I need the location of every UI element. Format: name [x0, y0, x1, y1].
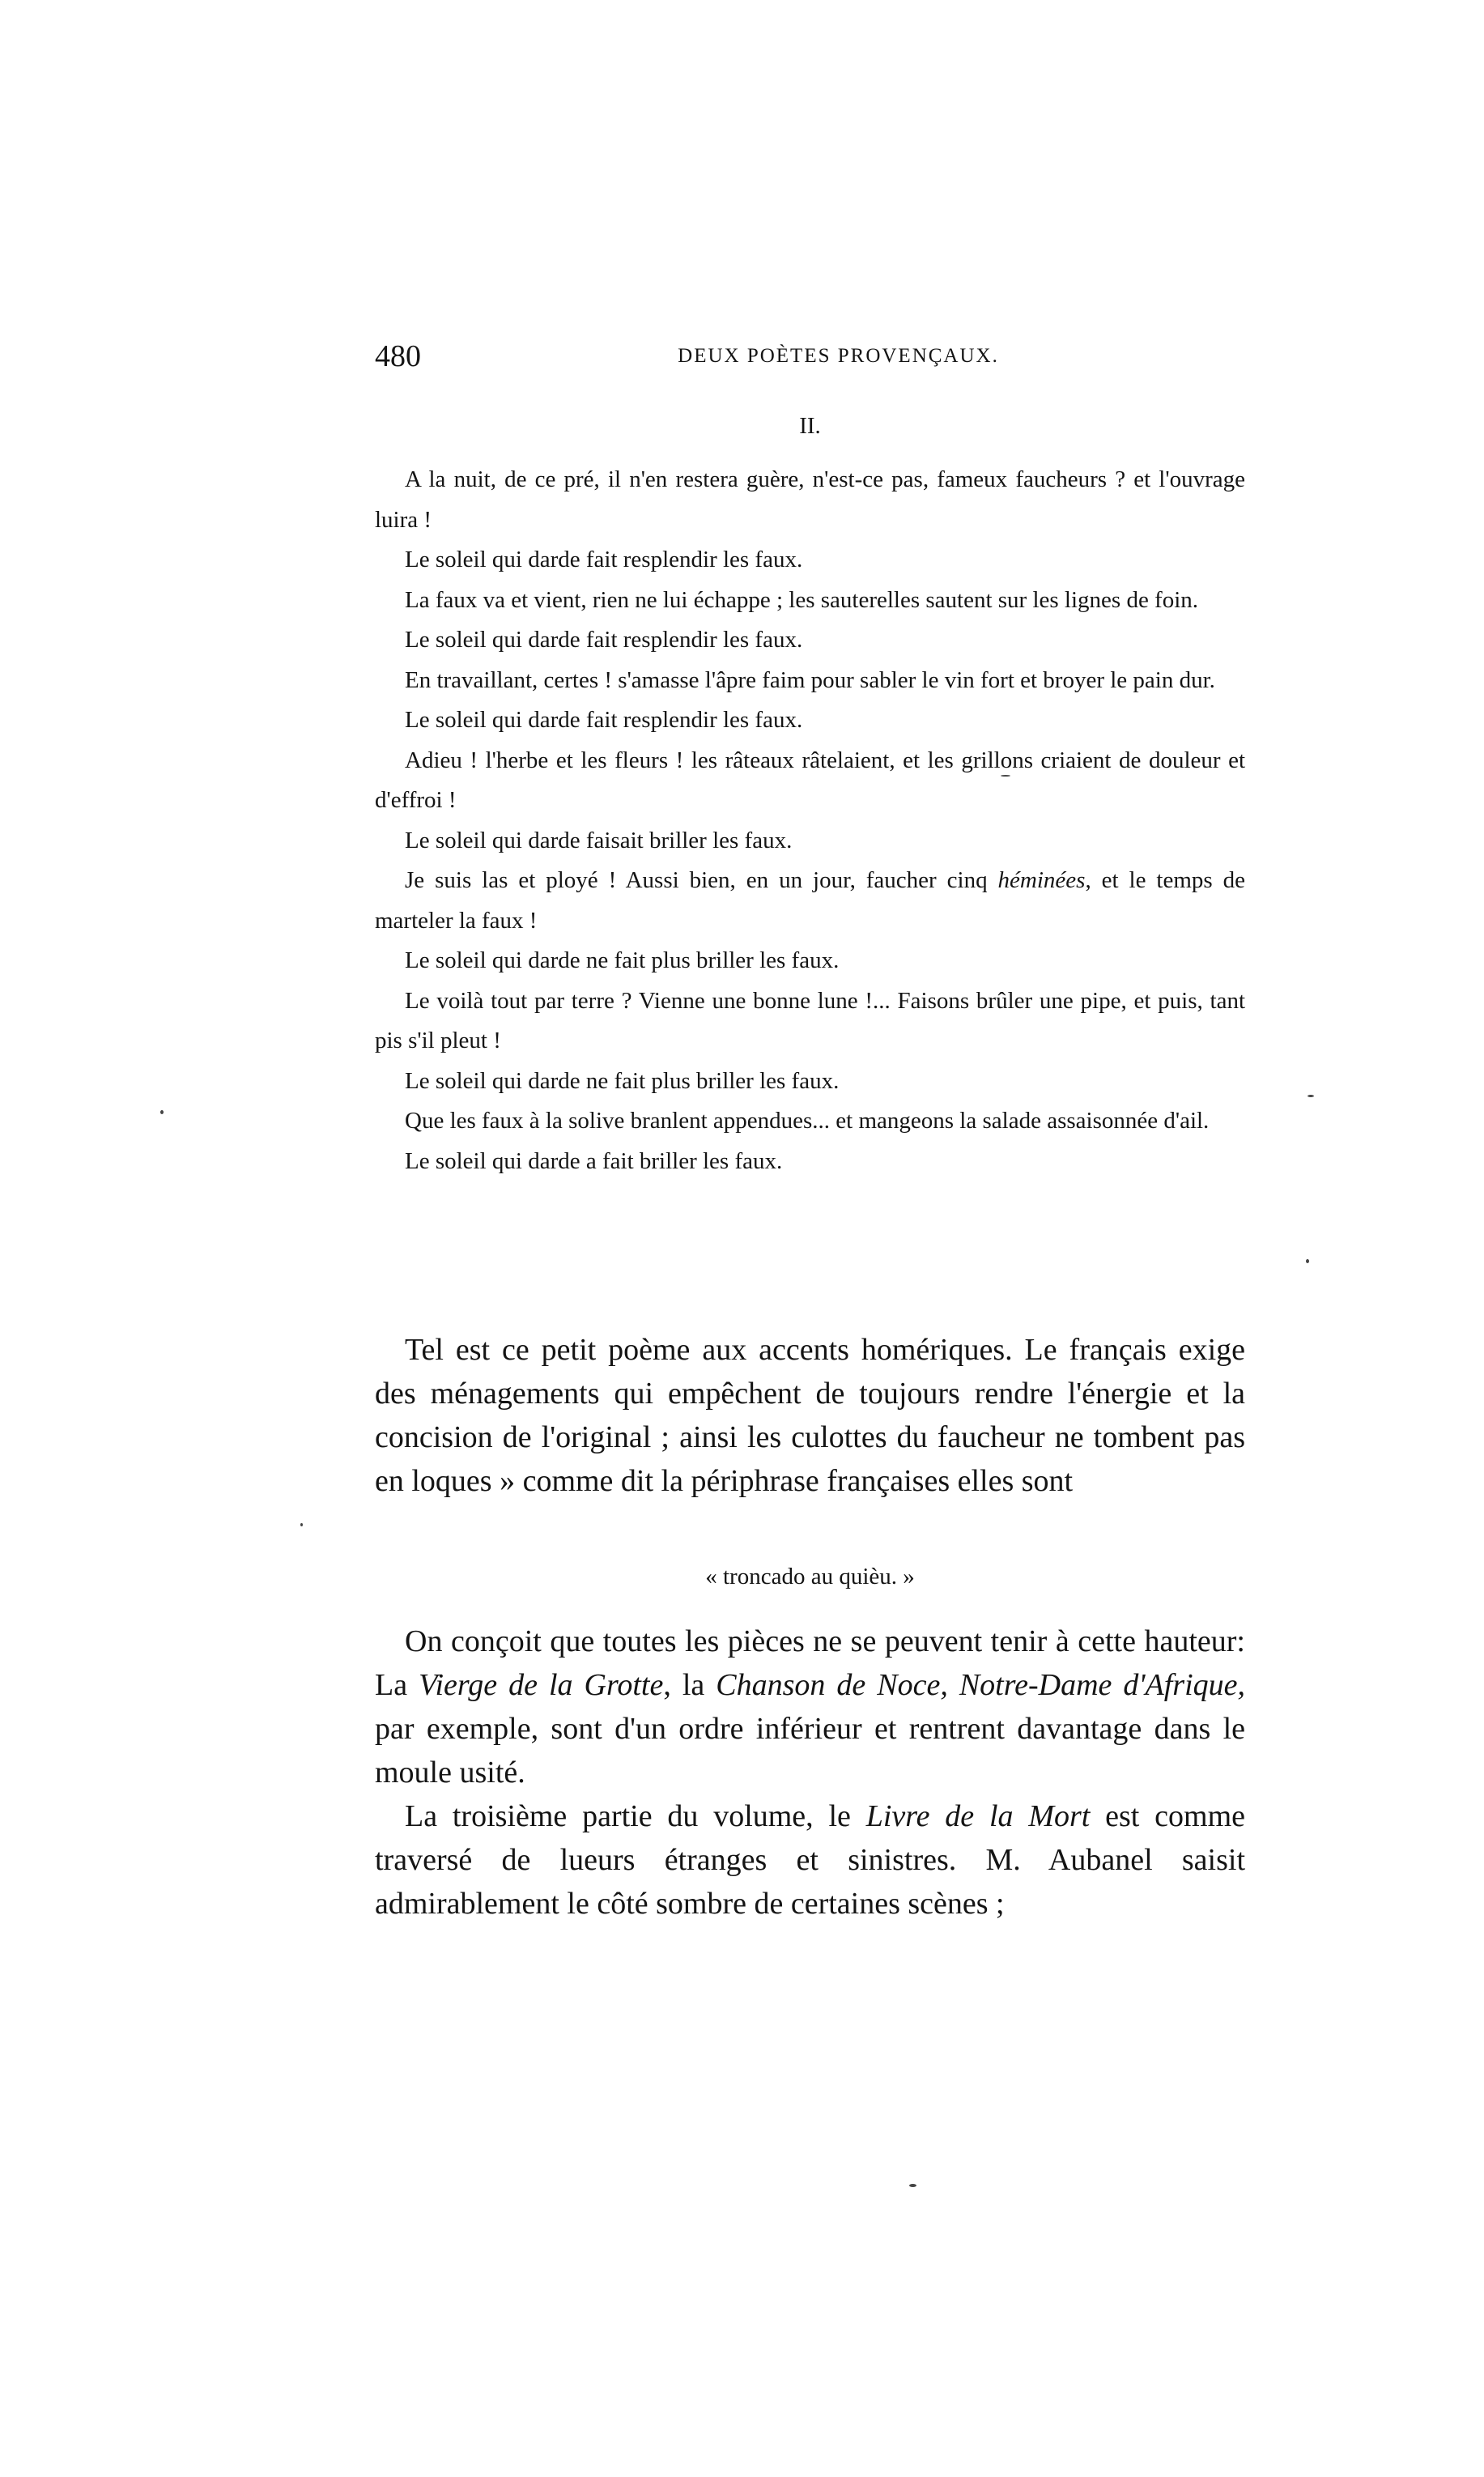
translation-line: La faux va et vient, rien ne lui échappe ; les sauterelles sautent sur les lignes de foin. — [405, 586, 1199, 613]
page-number: 480 — [375, 339, 421, 373]
quoted-verse: « troncado au quièu. » — [705, 1564, 915, 1590]
commentary-block-1 — [375, 1328, 1245, 1503]
text-run: La troisième partie du volume, le — [405, 1799, 866, 1833]
translation-refrain: Le soleil qui darde fait resplendir les faux. — [405, 547, 803, 572]
italic-title: Chanson de Noce, Notre-Dame d'Afrique, — [716, 1668, 1245, 1702]
text-run: On conçoit que toutes les pièces ne se peuvent tenir à cette hauteur: La — [375, 1624, 1245, 1702]
translation-line: Que les faux à la solive branlent appendues... et mangeons la salade assaisonnée d'ail. — [405, 1108, 1210, 1134]
italic-title: Vierge de la Grotte — [419, 1668, 664, 1702]
translation-refrain: Le soleil qui darde faisait briller les faux. — [405, 827, 793, 853]
page-header — [375, 336, 1245, 377]
translation-refrain: Le soleil qui darde fait resplendir les faux. — [405, 627, 803, 653]
print-speck — [1001, 775, 1010, 777]
translation-refrain: Le soleil qui darde ne fait plus briller les faux. — [405, 1067, 840, 1094]
print-speck — [300, 1523, 303, 1526]
translation-refrain: Le soleil qui darde fait resplendir les faux. — [405, 707, 803, 733]
section-numeral: II. — [799, 413, 821, 439]
print-speck — [160, 1110, 164, 1114]
translation-refrain: Le soleil qui darde ne fait plus briller les faux. — [405, 947, 840, 973]
commentary-block-3 — [375, 1794, 1245, 1926]
text-run: , la — [663, 1668, 716, 1702]
text-run: Je suis las et ployé ! Aussi bien, en un jour, faucher cinq — [405, 867, 998, 893]
running-title: DEUX POÈTES PROVENÇAUX. — [678, 345, 999, 367]
commentary-block-2 — [375, 1619, 1245, 1794]
body-paragraph — [375, 1794, 1245, 1926]
italic-term: héminées — [997, 867, 1086, 893]
body-paragraph: Tel est ce petit poème aux accents homériques. Le français exige des ménagements qui empêchent de toujours rendre l'énergie et la concision de l'original ; ainsi les culottes du faucheur ne tombent pas en loques » comme dit la périphrase françaises elles sont — [375, 1333, 1245, 1498]
poem-translation — [375, 460, 1245, 1181]
text-run: , et le temps de marteler la faux ! — [375, 867, 1245, 934]
translation-line: Adieu ! l'herbe et les fleurs ! les râteaux râtelaient, et les grillons criaient de douleur et d'effroi ! — [375, 747, 1245, 813]
print-speck — [1306, 1259, 1309, 1263]
text-run: par exemple, sont d'un ordre inférieur et rentrent davantage dans le moule usité. — [375, 1712, 1245, 1790]
italic-title: Livre de la Mort — [865, 1799, 1091, 1833]
translation-line — [375, 861, 1245, 941]
print-speck — [909, 2184, 916, 2187]
translation-line: A la nuit, de ce pré, il n'en restera guère, n'est-ce pas, fameux faucheurs ? et l'ouvrage luira ! — [375, 466, 1245, 533]
print-speck — [1308, 1095, 1314, 1097]
text-run: est comme traversé de lueurs étranges et sinistres. M. Aubanel saisit admirablement le côté sombre de certaines scènes ; — [375, 1799, 1246, 1921]
translation-refrain: Le soleil qui darde a fait briller les faux. — [405, 1147, 783, 1174]
translation-line: Le voilà tout par terre ? Vienne une bonne lune !... Faisons brûler une pipe, et puis, tant pis s'il pleut ! — [375, 987, 1245, 1053]
translation-line: En travaillant, certes ! s'amasse l'âpre faim pour sabler le vin fort et broyer le pain dur. — [405, 666, 1215, 693]
body-paragraph — [375, 1619, 1245, 1794]
